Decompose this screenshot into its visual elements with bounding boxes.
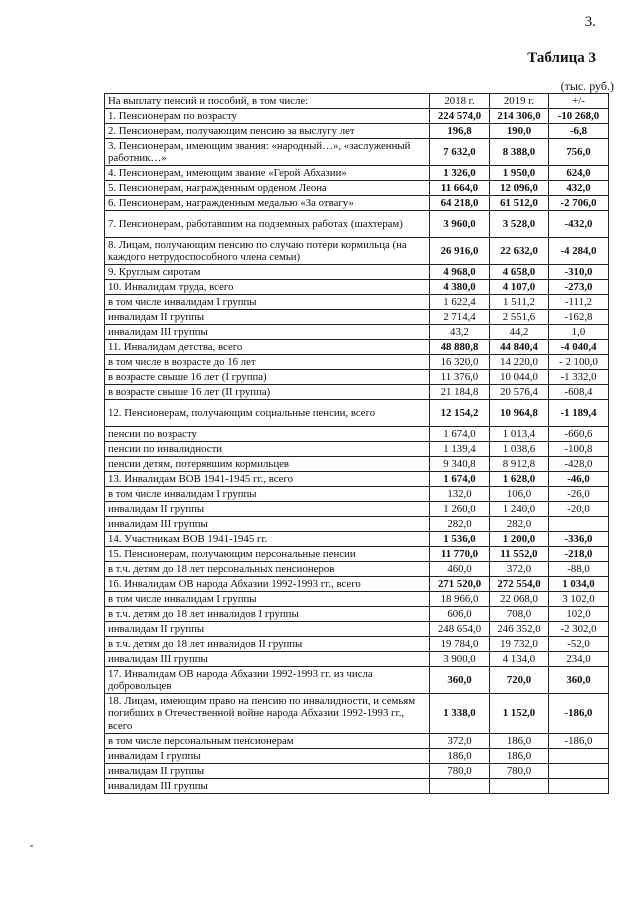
scan-speck [30, 845, 33, 847]
row-label: в т.ч. детям до 18 лет инвалидов I группы [105, 607, 430, 622]
value-2019: 22 068,0 [490, 592, 549, 607]
value-2019: 1 200,0 [490, 532, 549, 547]
value-2018: 48 880,8 [430, 340, 490, 355]
table-row [105, 487, 609, 502]
table-row [105, 562, 609, 577]
value-2018: 360,0 [430, 667, 490, 694]
value-2018: 271 520,0 [430, 577, 490, 592]
value-2019: 44,2 [490, 325, 549, 340]
value-2019: 20 576,4 [490, 385, 549, 400]
value-diff: 102,0 [549, 607, 609, 622]
value-diff [549, 764, 609, 779]
value-diff: -162,8 [549, 310, 609, 325]
row-label: 14. Участникам ВОВ 1941-1945 гг. [105, 532, 430, 547]
table-row [105, 667, 609, 694]
value-diff [549, 749, 609, 764]
value-2019: 1 628,0 [490, 472, 549, 487]
row-label: пенсии по инвалидности [105, 442, 430, 457]
value-2018: 2 714,4 [430, 310, 490, 325]
value-2018: 282,0 [430, 517, 490, 532]
value-2019: 10 044,0 [490, 370, 549, 385]
row-label: 12. Пенсионерам, получающим социальные пенсии, всего [105, 400, 430, 427]
table-row [105, 340, 609, 355]
value-diff: -186,0 [549, 734, 609, 749]
value-diff: -4 284,0 [549, 238, 609, 265]
table-row [105, 637, 609, 652]
row-label: 13. Инвалидам ВОВ 1941-1945 гг., всего [105, 472, 430, 487]
row-label: инвалидам II группы [105, 310, 430, 325]
row-label: 11. Инвалидам детства, всего [105, 340, 430, 355]
row-label: 5. Пенсионерам, награжденным орденом Леона [105, 181, 430, 196]
row-label: пенсии детям, потерявшим кормильцев [105, 457, 430, 472]
pension-table [104, 93, 609, 794]
row-label: в возрасте свыше 16 лет (I группа) [105, 370, 430, 385]
value-2019: 708,0 [490, 607, 549, 622]
value-2019: 272 554,0 [490, 577, 549, 592]
table-row [105, 764, 609, 779]
value-diff: 756,0 [549, 139, 609, 166]
value-2019: 186,0 [490, 749, 549, 764]
value-2018: 64 218,0 [430, 196, 490, 211]
table-row [105, 211, 609, 238]
table-row [105, 427, 609, 442]
row-label: в том числе инвалидам I группы [105, 592, 430, 607]
row-label: в том числе персональным пенсионерам [105, 734, 430, 749]
row-label: 9. Круглым сиротам [105, 265, 430, 280]
value-2019: 246 352,0 [490, 622, 549, 637]
table-row [105, 124, 609, 139]
value-diff: -20,0 [549, 502, 609, 517]
value-2019: 3 528,0 [490, 211, 549, 238]
page-number: 3. [584, 14, 596, 30]
table-row [105, 517, 609, 532]
table-row [105, 547, 609, 562]
value-diff: -336,0 [549, 532, 609, 547]
value-2019: 11 552,0 [490, 547, 549, 562]
row-label: 1. Пенсионерам по возрасту [105, 109, 430, 124]
table-row [105, 181, 609, 196]
value-diff: 360,0 [549, 667, 609, 694]
value-diff: -100,8 [549, 442, 609, 457]
value-2019: 1 240,0 [490, 502, 549, 517]
row-label: 17. Инвалидам ОВ народа Абхазии 1992-1993 гг. из числа добровольцев [105, 667, 430, 694]
value-2019: 10 964,8 [490, 400, 549, 427]
table-row [105, 532, 609, 547]
table-row [105, 196, 609, 211]
value-2018: 7 632,0 [430, 139, 490, 166]
value-diff: -218,0 [549, 547, 609, 562]
value-diff: 432,0 [549, 181, 609, 196]
value-2018: 186,0 [430, 749, 490, 764]
header-label: На выплату пенсий и пособий, в том числе: [105, 94, 430, 109]
value-2018: 196,8 [430, 124, 490, 139]
row-label: инвалидам III группы [105, 779, 430, 794]
table-title: Таблица 3 [527, 50, 596, 66]
value-diff: -6,8 [549, 124, 609, 139]
value-2018: 3 960,0 [430, 211, 490, 238]
value-diff: -428,0 [549, 457, 609, 472]
value-2018: 248 654,0 [430, 622, 490, 637]
table-body [105, 94, 609, 794]
value-2019: 61 512,0 [490, 196, 549, 211]
value-2018: 4 968,0 [430, 265, 490, 280]
value-2019: 1 013,4 [490, 427, 549, 442]
value-2018: 224 574,0 [430, 109, 490, 124]
row-label: 2. Пенсионерам, получающим пенсию за выслугу лет [105, 124, 430, 139]
row-label: в том числе инвалидам I группы [105, 295, 430, 310]
table-row [105, 779, 609, 794]
row-label: в т.ч. детям до 18 лет инвалидов II группы [105, 637, 430, 652]
value-2018: 21 184,8 [430, 385, 490, 400]
table-header-row [105, 94, 609, 109]
row-label: инвалидам III группы [105, 325, 430, 340]
value-2019: 106,0 [490, 487, 549, 502]
header-diff: +/- [549, 94, 609, 109]
value-2018: 18 966,0 [430, 592, 490, 607]
row-label: в т.ч. детям до 18 лет персональных пенсионеров [105, 562, 430, 577]
row-label: 15. Пенсионерам, получающим персональные пенсии [105, 547, 430, 562]
value-2019: 720,0 [490, 667, 549, 694]
value-2018: 3 900,0 [430, 652, 490, 667]
value-2018: 26 916,0 [430, 238, 490, 265]
value-2018: 1 260,0 [430, 502, 490, 517]
value-2019: 214 306,0 [490, 109, 549, 124]
value-diff: 3 102,0 [549, 592, 609, 607]
value-diff: -111,2 [549, 295, 609, 310]
value-2018: 372,0 [430, 734, 490, 749]
value-2019: 186,0 [490, 734, 549, 749]
row-label: инвалидам III группы [105, 517, 430, 532]
table-row [105, 607, 609, 622]
value-2018: 1 674,0 [430, 472, 490, 487]
row-label: 7. Пенсионерам, работавшим на подземных работах (шахтерам) [105, 211, 430, 238]
value-2018: 132,0 [430, 487, 490, 502]
value-2019: 12 096,0 [490, 181, 549, 196]
value-2018: 606,0 [430, 607, 490, 622]
table-row [105, 652, 609, 667]
value-2018: 1 338,0 [430, 694, 490, 734]
value-diff: -26,0 [549, 487, 609, 502]
value-2019: 190,0 [490, 124, 549, 139]
table-row [105, 139, 609, 166]
value-2018 [430, 779, 490, 794]
table-row [105, 370, 609, 385]
header-2018: 2018 г. [430, 94, 490, 109]
row-label: инвалидам III группы [105, 652, 430, 667]
value-2019: 8 388,0 [490, 139, 549, 166]
value-2018: 9 340,8 [430, 457, 490, 472]
value-diff [549, 517, 609, 532]
value-2018: 16 320,0 [430, 355, 490, 370]
row-label: инвалидам II группы [105, 502, 430, 517]
row-label: 4. Пенсионерам, имеющим звание «Герой Абхазии» [105, 166, 430, 181]
value-diff: -88,0 [549, 562, 609, 577]
value-diff: -46,0 [549, 472, 609, 487]
table-row [105, 502, 609, 517]
table-row [105, 280, 609, 295]
value-diff: 234,0 [549, 652, 609, 667]
value-diff: -660,6 [549, 427, 609, 442]
value-2018: 1 622,4 [430, 295, 490, 310]
value-2018: 11 770,0 [430, 547, 490, 562]
value-diff: -10 268,0 [549, 109, 609, 124]
value-2019: 372,0 [490, 562, 549, 577]
value-2019: 1 038,6 [490, 442, 549, 457]
table-row [105, 622, 609, 637]
row-label: 6. Пенсионерам, награжденным медалью «За отвагу» [105, 196, 430, 211]
value-diff: - 2 100,0 [549, 355, 609, 370]
units-note: (тыс. руб.) [560, 79, 614, 93]
value-2019: 14 220,0 [490, 355, 549, 370]
table-row [105, 592, 609, 607]
value-diff: -2 302,0 [549, 622, 609, 637]
value-2019: 8 912,8 [490, 457, 549, 472]
row-label: инвалидам II группы [105, 764, 430, 779]
value-2018: 11 664,0 [430, 181, 490, 196]
row-label: инвалидам I группы [105, 749, 430, 764]
value-2018: 1 139,4 [430, 442, 490, 457]
value-2019: 22 632,0 [490, 238, 549, 265]
header-2019: 2019 г. [490, 94, 549, 109]
value-2019 [490, 779, 549, 794]
row-label: в возрасте свыше 16 лет (II группа) [105, 385, 430, 400]
value-2018: 12 154,2 [430, 400, 490, 427]
table-row [105, 385, 609, 400]
table-row [105, 265, 609, 280]
row-label: 8. Лицам, получающим пенсию по случаю потери кормильца (на каждого нетрудоспособного члена семьи) [105, 238, 430, 265]
table-row [105, 749, 609, 764]
value-2018: 460,0 [430, 562, 490, 577]
row-label: в том числе инвалидам I группы [105, 487, 430, 502]
value-2019: 1 511,2 [490, 295, 549, 310]
value-2019: 4 107,0 [490, 280, 549, 295]
value-2019: 1 950,0 [490, 166, 549, 181]
value-2018: 1 536,0 [430, 532, 490, 547]
value-diff: -2 706,0 [549, 196, 609, 211]
value-diff: -4 040,4 [549, 340, 609, 355]
table-row [105, 325, 609, 340]
table-row [105, 310, 609, 325]
value-2018: 780,0 [430, 764, 490, 779]
row-label: 3. Пенсионерам, имеющим звания: «народный…», «заслуженный работник…» [105, 139, 430, 166]
value-2018: 19 784,0 [430, 637, 490, 652]
table-row [105, 577, 609, 592]
table-row [105, 355, 609, 370]
value-diff: -52,0 [549, 637, 609, 652]
value-2019: 4 658,0 [490, 265, 549, 280]
value-diff: 1 034,0 [549, 577, 609, 592]
table-row [105, 166, 609, 181]
value-2018: 1 674,0 [430, 427, 490, 442]
value-2018: 43,2 [430, 325, 490, 340]
value-diff: -186,0 [549, 694, 609, 734]
row-label: 16. Инвалидам ОВ народа Абхазии 1992-1993 гг., всего [105, 577, 430, 592]
value-diff: -1 332,0 [549, 370, 609, 385]
value-diff: 624,0 [549, 166, 609, 181]
table-row [105, 295, 609, 310]
value-diff [549, 779, 609, 794]
value-2019: 2 551,6 [490, 310, 549, 325]
table-row [105, 400, 609, 427]
table-row [105, 472, 609, 487]
row-label: 18. Лицам, имеющим право на пенсию по инвалидности, и семьям погибших в Отечественной войне народа Абхазии 1992-1993 гг., всего [105, 694, 430, 734]
value-2018: 4 380,0 [430, 280, 490, 295]
table-row [105, 109, 609, 124]
value-2019: 282,0 [490, 517, 549, 532]
value-2019: 780,0 [490, 764, 549, 779]
row-label: в том числе в возрасте до 16 лет [105, 355, 430, 370]
value-diff: -432,0 [549, 211, 609, 238]
table-row [105, 442, 609, 457]
value-diff: -273,0 [549, 280, 609, 295]
value-diff: -608,4 [549, 385, 609, 400]
value-2018: 1 326,0 [430, 166, 490, 181]
table-row [105, 457, 609, 472]
value-2018: 11 376,0 [430, 370, 490, 385]
row-label: 10. Инвалидам труда, всего [105, 280, 430, 295]
value-2019: 1 152,0 [490, 694, 549, 734]
table-row [105, 694, 609, 734]
value-diff: 1,0 [549, 325, 609, 340]
value-2019: 4 134,0 [490, 652, 549, 667]
value-2019: 19 732,0 [490, 637, 549, 652]
value-2019: 44 840,4 [490, 340, 549, 355]
row-label: пенсии по возрасту [105, 427, 430, 442]
row-label: инвалидам II группы [105, 622, 430, 637]
table-row [105, 238, 609, 265]
value-diff: -1 189,4 [549, 400, 609, 427]
value-diff: -310,0 [549, 265, 609, 280]
table-row [105, 734, 609, 749]
